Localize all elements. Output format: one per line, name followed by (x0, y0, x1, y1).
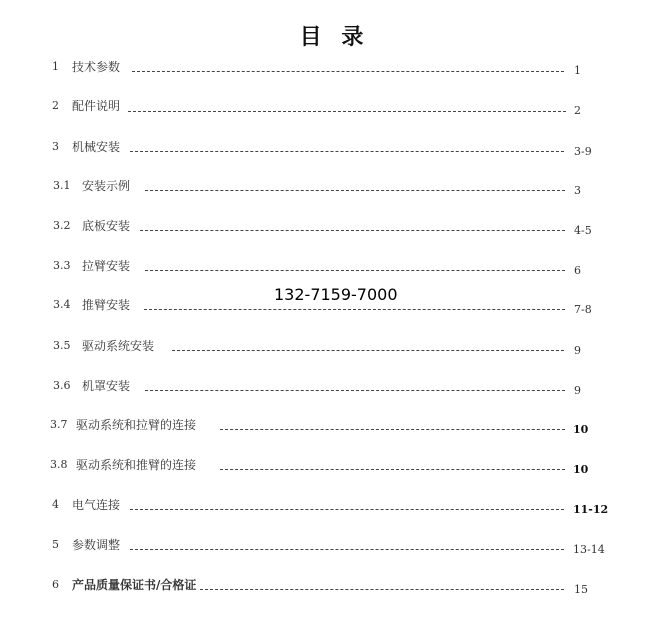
toc-entry-number: 3.6 (53, 379, 71, 392)
toc-leader-dots (200, 589, 564, 590)
toc-entry-page: 6 (574, 264, 581, 277)
toc-entry-label: 驱动系统和拉臂的连接 (76, 418, 197, 432)
toc-entry-page: 3-9 (574, 145, 592, 158)
toc-entry-page: 13-14 (573, 543, 605, 556)
toc-entry-label: 机械安装 (72, 140, 121, 154)
toc-leader-dots (132, 71, 564, 72)
toc-entry-number: 1 (52, 60, 59, 73)
toc-entry-page: 10 (573, 423, 589, 436)
toc-entry-page: 10 (573, 463, 589, 476)
toc-leader-dots (128, 111, 566, 112)
toc-entry-number: 3.3 (53, 259, 71, 272)
toc-entry-page: 11-12 (573, 503, 609, 516)
toc-entry-page: 3 (574, 184, 581, 197)
toc-entry-label: 技术参数 (72, 60, 121, 74)
toc-entry-number: 5 (52, 538, 59, 551)
toc-entry-number: 3.5 (53, 339, 71, 352)
toc-entry-page: 1 (574, 64, 581, 77)
toc-entry-number: 3.4 (53, 298, 71, 311)
toc-entry-3-3 (0, 257, 669, 277)
toc-leader-dots (145, 390, 565, 391)
toc-leader-dots (145, 270, 565, 271)
toc-entry-number: 3.2 (53, 219, 71, 232)
toc-entry-6 (0, 576, 669, 596)
toc-leader-dots (220, 429, 565, 430)
toc-entry-page: 7-8 (574, 303, 592, 316)
toc-leader-dots (145, 190, 565, 191)
toc-entry-number: 2 (52, 99, 59, 112)
toc-entry-3-2 (0, 217, 669, 237)
toc-entry-3 (0, 138, 669, 158)
toc-entry-number: 3.7 (50, 418, 68, 431)
toc-entry-label: 拉臂安装 (82, 259, 131, 273)
toc-entry-number: 3 (52, 140, 59, 153)
toc-entry-number: 3.1 (53, 179, 71, 192)
toc-entry-label: 驱动系统和推臂的连接 (76, 458, 197, 472)
toc-entry-5 (0, 536, 669, 556)
toc-entry-label: 安装示例 (82, 179, 131, 193)
toc-entry-label: 配件说明 (72, 99, 121, 113)
toc-entry-4 (0, 496, 669, 516)
toc-entry-label: 产品质量保证书/合格证 (72, 578, 197, 592)
toc-entry-page: 4-5 (574, 224, 592, 237)
toc-leader-dots (144, 309, 565, 310)
toc-entry-label: 电气连接 (72, 498, 121, 512)
toc-entry-label: 机罩安装 (82, 379, 131, 393)
toc-entry-3-7 (0, 416, 669, 436)
toc-entry-label: 驱动系统安装 (82, 339, 155, 353)
toc-entry-3-1 (0, 177, 669, 197)
toc-entry-number: 3.8 (50, 458, 68, 471)
toc-leader-dots (130, 509, 564, 510)
toc-entry-page: 15 (574, 583, 588, 596)
toc-entry-3-5 (0, 337, 669, 357)
toc-leader-dots (220, 469, 565, 470)
toc-leader-dots (130, 549, 564, 550)
toc-entry-page: 2 (574, 104, 581, 117)
toc-entry-3-8 (0, 456, 669, 476)
toc-entry-page: 9 (574, 384, 581, 397)
toc-leader-dots (130, 151, 564, 152)
toc-entry-number: 6 (52, 578, 59, 591)
toc-entry-label: 推臂安装 (82, 298, 131, 312)
toc-entry-label: 底板安装 (82, 219, 131, 233)
toc-entry-number: 4 (52, 498, 59, 511)
toc-leader-dots (140, 230, 565, 231)
toc-leader-dots (172, 350, 564, 351)
toc-entry-2 (0, 97, 669, 117)
toc-entry-page: 9 (574, 344, 581, 357)
toc-entry-1 (0, 58, 669, 78)
page-title: 目 录 (299, 24, 370, 50)
toc-entry-3-6 (0, 377, 669, 397)
toc-entry-label: 参数调整 (72, 538, 121, 552)
phone-number-overlay: 132-7159-7000 (274, 285, 398, 304)
